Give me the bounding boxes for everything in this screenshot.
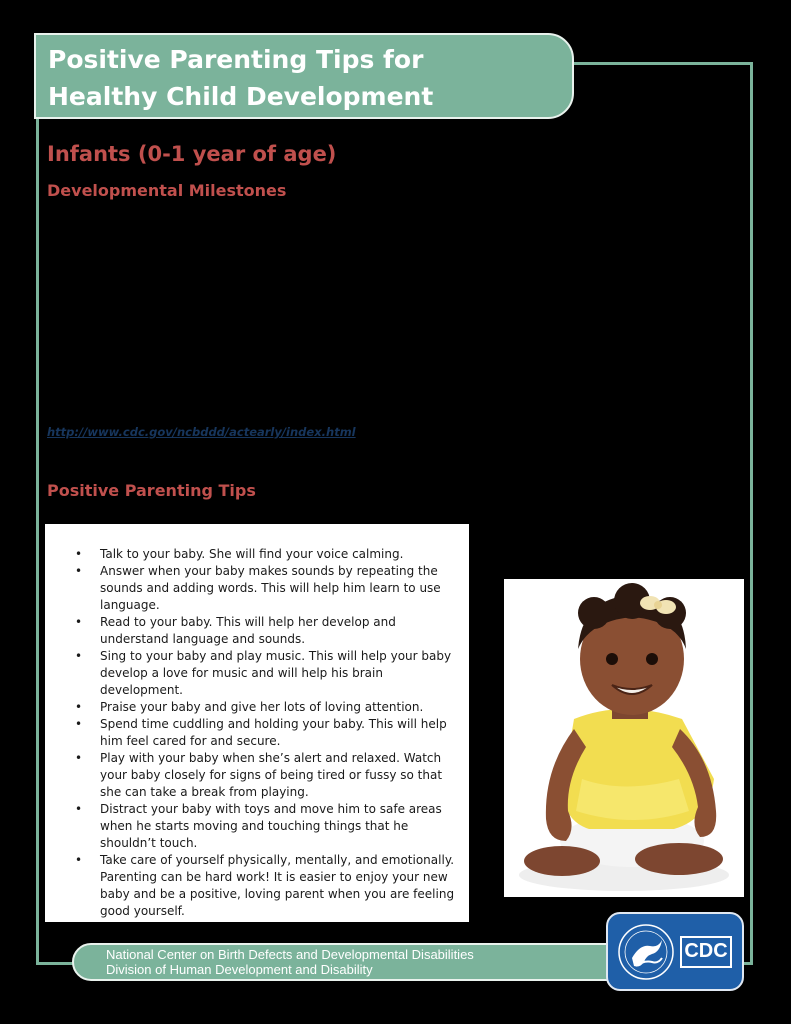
tip-text: Sing to your baby and play music. This will help your baby develop a love for music and will help his brain development. bbox=[100, 649, 452, 697]
tip-text: Play with your baby when she’s alert and relaxed. Watch your baby closely for signs of being tired or fussy so that she can take a break from playing. bbox=[100, 751, 443, 799]
tip-item bbox=[75, 852, 459, 920]
tip-text: Take care of yourself physically, mentally, and emotionally. Parenting can be hard work! It is easier to enjoy your new baby and be a positive, loving parent when you are feeling good yourself. bbox=[100, 853, 455, 918]
footer-bar bbox=[72, 943, 682, 981]
bullet-icon: • bbox=[75, 751, 83, 765]
page-header bbox=[34, 33, 574, 119]
header-title-line-2: Healthy Child Development bbox=[48, 82, 434, 111]
bullet-icon: • bbox=[75, 547, 83, 561]
tips-list bbox=[75, 546, 459, 920]
tip-text: Praise your baby and give her lots of loving attention. bbox=[100, 700, 424, 714]
section-title: Infants (0-1 year of age) bbox=[47, 142, 337, 166]
tips-heading: Positive Parenting Tips bbox=[47, 481, 256, 500]
tip-item bbox=[75, 563, 459, 614]
bullet-icon: • bbox=[75, 853, 83, 867]
tip-item bbox=[75, 648, 459, 699]
tip-item bbox=[75, 614, 459, 648]
tips-box bbox=[45, 524, 469, 922]
footer-line-2: Division of Human Development and Disability bbox=[106, 962, 373, 977]
tip-item bbox=[75, 801, 459, 852]
cdc-logo: CDC bbox=[680, 936, 732, 968]
bullet-icon: • bbox=[75, 700, 83, 714]
tip-text: Distract your baby with toys and move him to safe areas when he starts moving and touching things that he shouldn’t touch. bbox=[100, 802, 442, 850]
hhs-seal-icon bbox=[616, 922, 676, 982]
header-title-line-1: Positive Parenting Tips for bbox=[48, 45, 424, 74]
tip-item bbox=[75, 750, 459, 801]
baby-illustration bbox=[504, 579, 744, 897]
tip-item bbox=[75, 546, 459, 563]
cdc-logo-box bbox=[606, 912, 744, 991]
bullet-icon: • bbox=[75, 615, 83, 629]
tip-text: Answer when your baby makes sounds by repeating the sounds and adding words. This will help him learn to use language. bbox=[100, 564, 441, 612]
tip-text: Spend time cuddling and holding your baby. This will help him feel cared for and secure. bbox=[100, 717, 447, 748]
tip-text: Talk to your baby. She will find your voice calming. bbox=[100, 547, 404, 561]
bullet-icon: • bbox=[75, 802, 83, 816]
bullet-icon: • bbox=[75, 717, 83, 731]
tip-item bbox=[75, 716, 459, 750]
act-early-link[interactable]: http://www.cdc.gov/ncbddd/actearly/index.html bbox=[47, 425, 356, 439]
tip-text: Read to your baby. This will help her develop and understand language and sounds. bbox=[100, 615, 396, 646]
footer-line-1: National Center on Birth Defects and Developmental Disabilities bbox=[106, 947, 474, 962]
milestones-heading: Developmental Milestones bbox=[47, 181, 287, 200]
bullet-icon: • bbox=[75, 649, 83, 663]
baby-photo bbox=[504, 579, 744, 897]
tip-item bbox=[75, 699, 459, 716]
bullet-icon: • bbox=[75, 564, 83, 578]
